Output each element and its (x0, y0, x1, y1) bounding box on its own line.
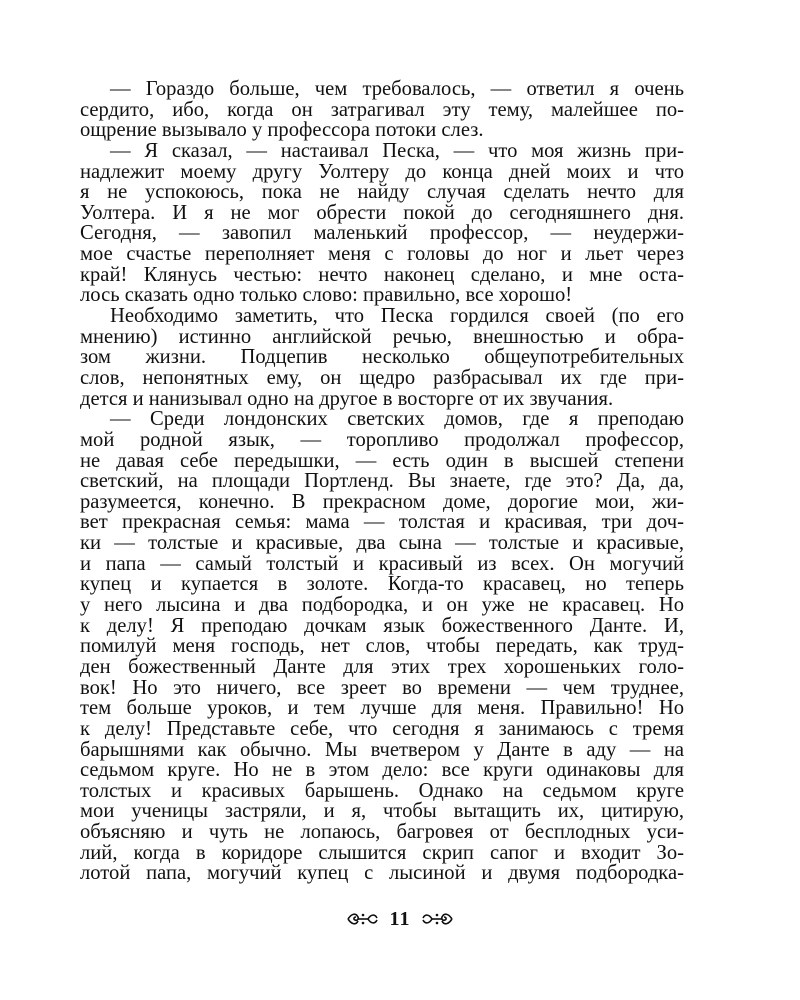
text-line: объясняю и чуть не лопаюсь, багровея от бесплодных уси- (80, 821, 684, 844)
text-line: тем больше уроков, и тем лучше для меня. Правильно! Но (80, 697, 684, 720)
page-number: 11 (389, 908, 411, 930)
text-line: — Среди лондонских светских домов, где я преподаю (110, 408, 684, 431)
text-line: надлежит моему другу Уолтеру до конца дней моих и что (80, 160, 684, 183)
text-line: к делу! Представьте себе, что сегодня я занимаюсь с тремя (80, 717, 684, 740)
text-line: — Я сказал, — настаивал Песка, — что моя жизнь при- (110, 139, 684, 162)
text-line: Необходимо заметить, что Песка гордился своей (по его (110, 305, 684, 328)
text-line: Уолтера. И я не мог обрести покой до сегодняшнего дня. (80, 201, 684, 224)
text-line: я не успокоюсь, пока не найду случая сделать нечто для (80, 181, 684, 204)
text-line: лий, когда в коридоре слышится скрип сапог и входит Зо- (80, 841, 684, 864)
text-line: Сегодня, — завопил маленький профессор, — неудержи- (80, 222, 684, 245)
text-line: зом жизни. Подцепив несколько общеупотребительных (80, 346, 684, 369)
text-line: толстых и красивых барышень. Однако на седьмом круге (80, 779, 684, 802)
text-line: не давая себе передышки, — есть один в высшей степени (80, 449, 684, 472)
text-line: мой родной язык, — торопливо продолжал профессор, (80, 428, 684, 451)
text-line: у него лысина и два подбородка, и он уже не красавец. Но (80, 594, 684, 617)
text-line: помилуй меня господь, нет слов, чтобы передать, как труд- (80, 635, 684, 658)
text-line: и папа — самый толстый и красивый из всех. Он могучий (80, 552, 684, 575)
text-line: вок! Но это ничего, все зреет во времени — чем труднее, (80, 676, 684, 699)
text-line: мои ученицы застряли, и я, чтобы вытащить их, цитирую, (80, 800, 684, 823)
text-line: купец и купается в золоте. Когда-то красавец, но теперь (80, 573, 684, 596)
text-line: разумеется, конечно. В прекрасном доме, дорогие мои, жи- (80, 490, 684, 513)
page-footer (0, 906, 800, 932)
text-line: дется и нанизывал одно на другое в восторге от их звучания. (80, 387, 614, 410)
text-line: к делу! Я преподаю дочкам язык божественного Данте. И, (80, 614, 684, 637)
text-line: мое счастье переполняет меня с головы до ног и льет через (80, 243, 684, 266)
ornament-left-icon (346, 910, 380, 928)
text-line: лось сказать одно только слово: правильно, все хорошо! (80, 284, 573, 307)
text-line: — Гораздо больше, чем требовалось, — ответил я очень (110, 78, 684, 100)
text-line: лотой папа, могучий купец с лысиной и двумя подбородка- (80, 862, 684, 885)
text-line: край! Клянусь честью: нечто наконец сделано, и мне оста- (80, 263, 684, 286)
text-line: светский, на площади Портленд. Вы знаете, где это? Да, да, (80, 470, 684, 493)
text-line: барышнями как обычно. Мы вчетвером у Данте в аду — на (80, 738, 684, 761)
text-line: слов, непонятных ему, он щедро разбрасывал их где при- (80, 366, 684, 389)
text-line: мнению) истинно английской речью, внешностью и обра- (80, 325, 684, 348)
text-line: седьмом круге. Но не в этом дело: все круги одинаковы для (80, 759, 684, 782)
text-line: сердито, ибо, когда он затрагивал эту тему, малейшее по- (80, 98, 684, 121)
text-line: ден божественный Данте для этих трех хорошеньких голо- (80, 655, 684, 678)
text-line: ощрение вызывало у профессора потоки слез. (80, 119, 484, 142)
ornament-right-icon (420, 910, 454, 928)
text-line: вет прекрасная семья: мама — толстая и красивая, три доч- (80, 511, 684, 534)
text-line: ки — толстые и красивые, два сына — толстые и красивые, (80, 532, 684, 555)
body-text (80, 79, 684, 884)
